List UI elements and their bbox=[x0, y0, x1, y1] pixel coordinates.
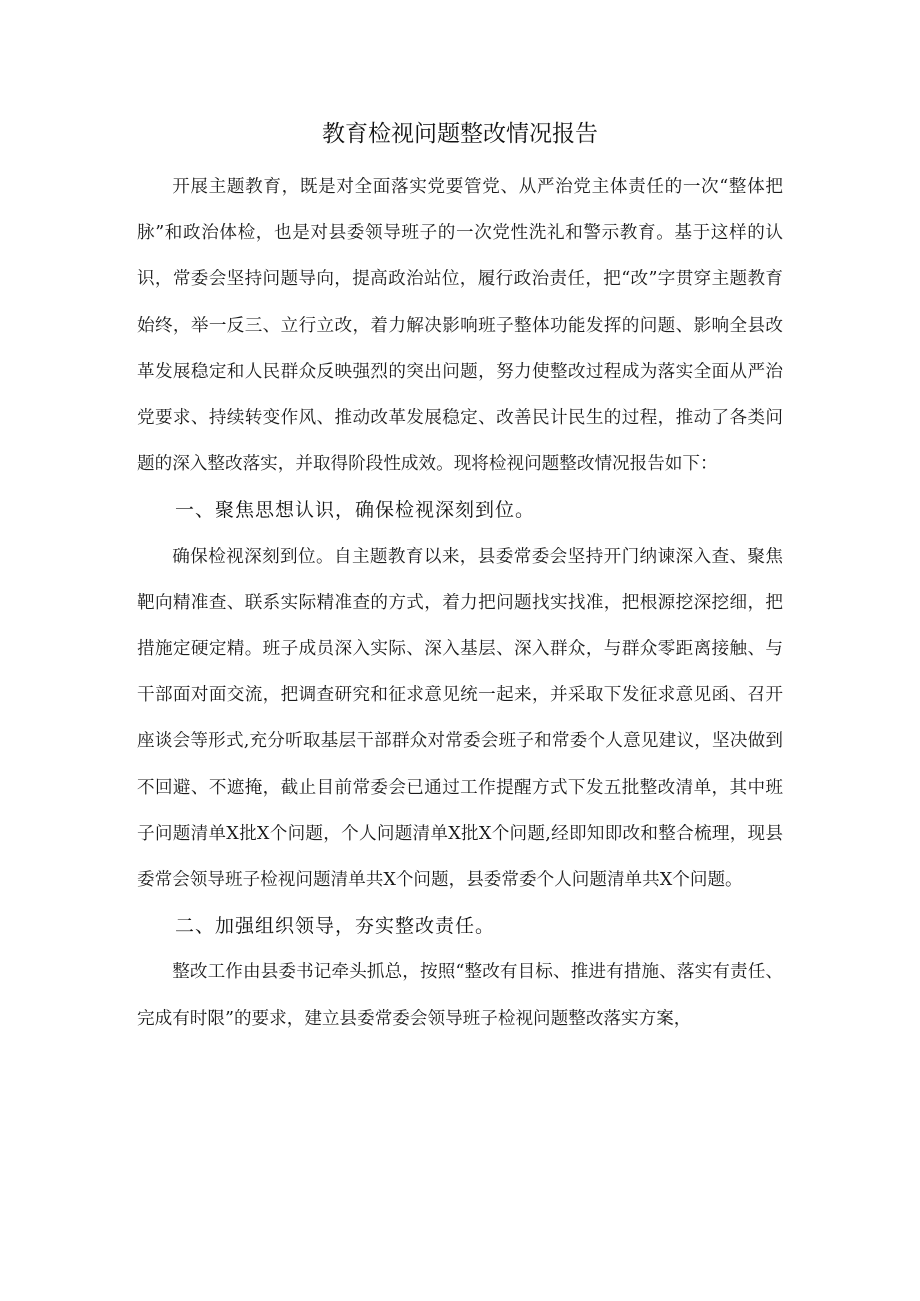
section-1-paragraph: 确保检视深刻到位。自主题教育以来，县委常委会坚持开门纳谏深入查、聚焦靶向精准查、联系实际精准查的方式，着力把问题找实找准，把根源挖深挖细，把措施定硬定精。班子成员深入实际、深入基层、深入群众，与群众零距离接触、与干部面对面交流，把调查研究和征求意见统一起来，并采取下发征求意见函、召开座谈会等形式,充分听取基层干部群众对常委会班子和常委个人意见建议，坚决做到不回避、不遮掩，截止目前常委会已通过工作提醒方式下发五批整改清单，其中班子问题清单X批X个问题，个人问题清单X批X个问题,经即知即改和整合梳理，现县委常会领导班子检视问题清单共X个问题，县委常委个人问题清单共X个问题。 bbox=[137, 546, 783, 891]
section-1-heading: 一、聚焦思想认识，确保检视深刻到位。 bbox=[175, 499, 536, 522]
section-2-paragraph: 整改工作由县委书记牵头抓总，按照“整改有目标、推进有措施、落实有责任、完成有时限”的要求，建立县委常委会领导班子检视问题整改落实方案， bbox=[137, 962, 783, 1029]
section-2-heading: 二、加强组织领导，夯实整改责任。 bbox=[175, 915, 496, 938]
intro-paragraph: 开展主题教育，既是对全面落实党要管党、从严治党主体责任的一次“整体把脉”和政治体检，也是对县委领导班子的一次党性洗礼和警示教育。基于这样的认识，常委会坚持问题导向，提高政治站位，履行政治责任，把“改”字贯穿主题教育始终，举一反三、立行立改，着力解决影响班子整体功能发挥的问题、影响全县改革发展稳定和人民群众反映强烈的突出问题，努力使整改过程成为落实全面从严治党要求、持续转变作风、推动改革发展稳定、改善民计民生的过程，推动了各类问题的深入整改落实，并取得阶段性成效。现将检视问题整改情况报告如下： bbox=[137, 177, 783, 475]
document-title: 教育检视问题整改情况报告 bbox=[322, 121, 598, 147]
document-body bbox=[137, 164, 783, 1042]
